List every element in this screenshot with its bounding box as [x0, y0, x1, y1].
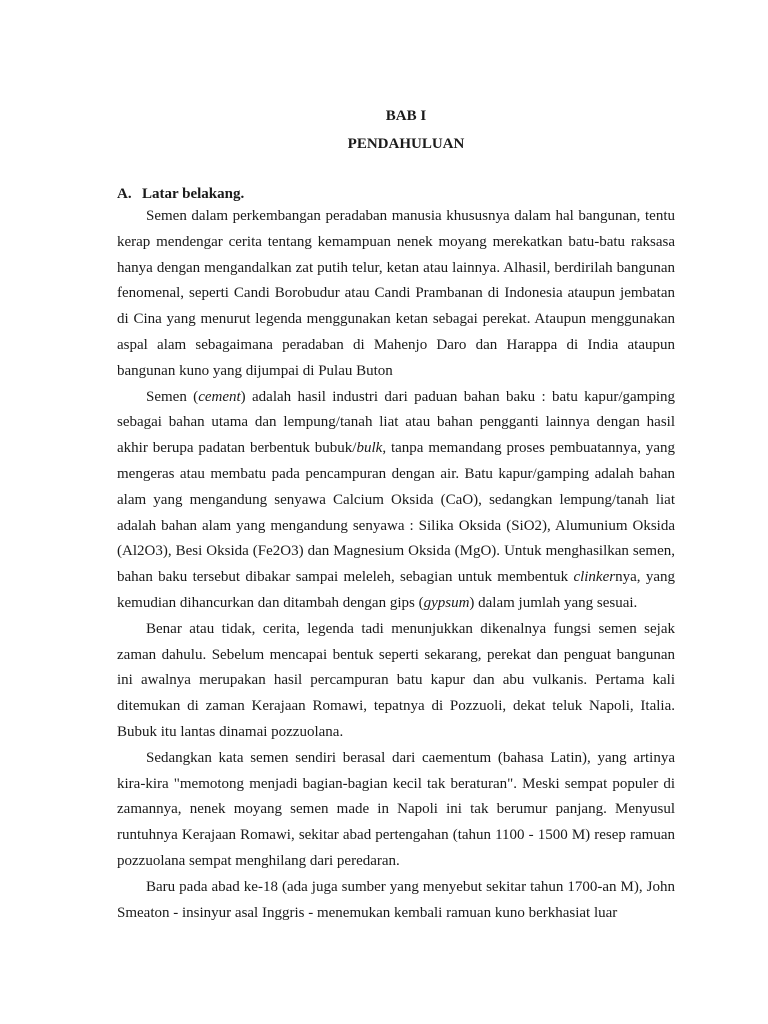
paragraph-text: nya, yang kemudian dihancurkan dan ditambah dengan gips (	[117, 569, 675, 611]
section-heading	[117, 184, 244, 204]
paragraph-text: ) adalah hasil industri dari paduan bahan baku : batu kapur/gamping sebagai bahan utama dan lempung/tanah liat atau bahan pengganti lainnya dengan hasil akhir berupa padatan berbentuk bubuk/	[117, 388, 675, 457]
paragraph-text: , tanpa memandang proses pembuatannya, yang mengeras atau membatu pada pencampuran dengan air. Batu kapur/gamping adalah bahan alam yang mengandung senyawa Calcium Oksida (CaO), sedangkan lempung/tanah liat adalah bahan alam yang mengandung senyawa : Silika Oksida (SiO2), Alumunium Oksida (Al2O3), Besi Oksida (Fe2O3) dan Magnesium Oksida (MgO). Untuk menghasilkan semen, bahan baku tersebut dibakar sampai meleleh, sebagian untuk membentuk	[117, 440, 675, 586]
body-paragraph	[117, 617, 675, 746]
italic-term: bulk	[356, 440, 383, 457]
section-title: Latar belakang.	[142, 186, 245, 202]
body-paragraph	[117, 875, 675, 927]
body-paragraph	[117, 204, 675, 385]
body-paragraph	[117, 385, 675, 617]
italic-term: clinker	[573, 569, 616, 586]
chapter-title: PENDAHULUAN	[347, 136, 465, 152]
paragraph-text: Semen dalam perkembangan peradaban manusia khususnya dalam hal bangunan, tentu kerap mendengar cerita tentang kemampuan nenek moyang merekatkan batu-batu raksasa hanya dengan mengandalkan zat putih telur, ketan atau lainnya. Alhasil, berdirilah bangunan fenomenal, seperti Candi Borobudur atau Candi Prambanan di Indonesia ataupun jembatan di Cina yang menurut legenda menggunakan ketan sebagai perekat. Ataupun menggunakan aspal alam sebagaimana peradaban di Mahenjo Daro dan Harappa di India ataupun bangunan kuno yang dijumpai di Pulau Buton	[117, 208, 675, 379]
body-paragraph	[117, 746, 675, 875]
italic-term: cement	[198, 388, 241, 405]
paragraph-text: Benar atau tidak, cerita, legenda tadi menunjukkan dikenalnya fungsi semen sejak zaman dahulu. Sebelum mencapai bentuk seperti sekarang, perekat dan penguat bangunan ini awalnya merupakan hasil percampuran batu kapur dan abu vulkanis. Pertama kali ditemukan di zaman Kerajaan Romawi, tepatnya di Pozzuoli, dekat teluk Napoli, Italia. Bubuk itu lantas dinamai pozzuolana.	[117, 620, 675, 740]
italic-term: gypsum	[423, 594, 470, 611]
paragraph-text: Sedangkan kata semen sendiri berasal dari caementum (bahasa Latin), yang artinya kira-kira "memotong menjadi bagian-bagian kecil tak beraturan". Meski sempat populer di zamannya, nenek moyang semen made in Napoli ini tak berumur panjang. Menyusul runtuhnya Kerajaan Romawi, sekitar abad pertengahan (tahun 1100 - 1500 M) resep ramuan pozzuolana sempat menghilang dari peredaran.	[117, 749, 675, 869]
chapter-number: BAB I	[385, 108, 427, 124]
paragraph-text: Semen (	[146, 388, 199, 405]
paragraph-text: Baru pada abad ke-18 (ada juga sumber yang menyebut sekitar tahun 1700-an M), John Smeaton - insinyur asal Inggris - menemukan kembali ramuan kuno berkhasiat luar	[117, 878, 675, 921]
document-body	[117, 204, 675, 926]
section-number: A.	[117, 186, 132, 202]
paragraph-text: ) dalam jumlah yang sesuai.	[469, 594, 638, 611]
